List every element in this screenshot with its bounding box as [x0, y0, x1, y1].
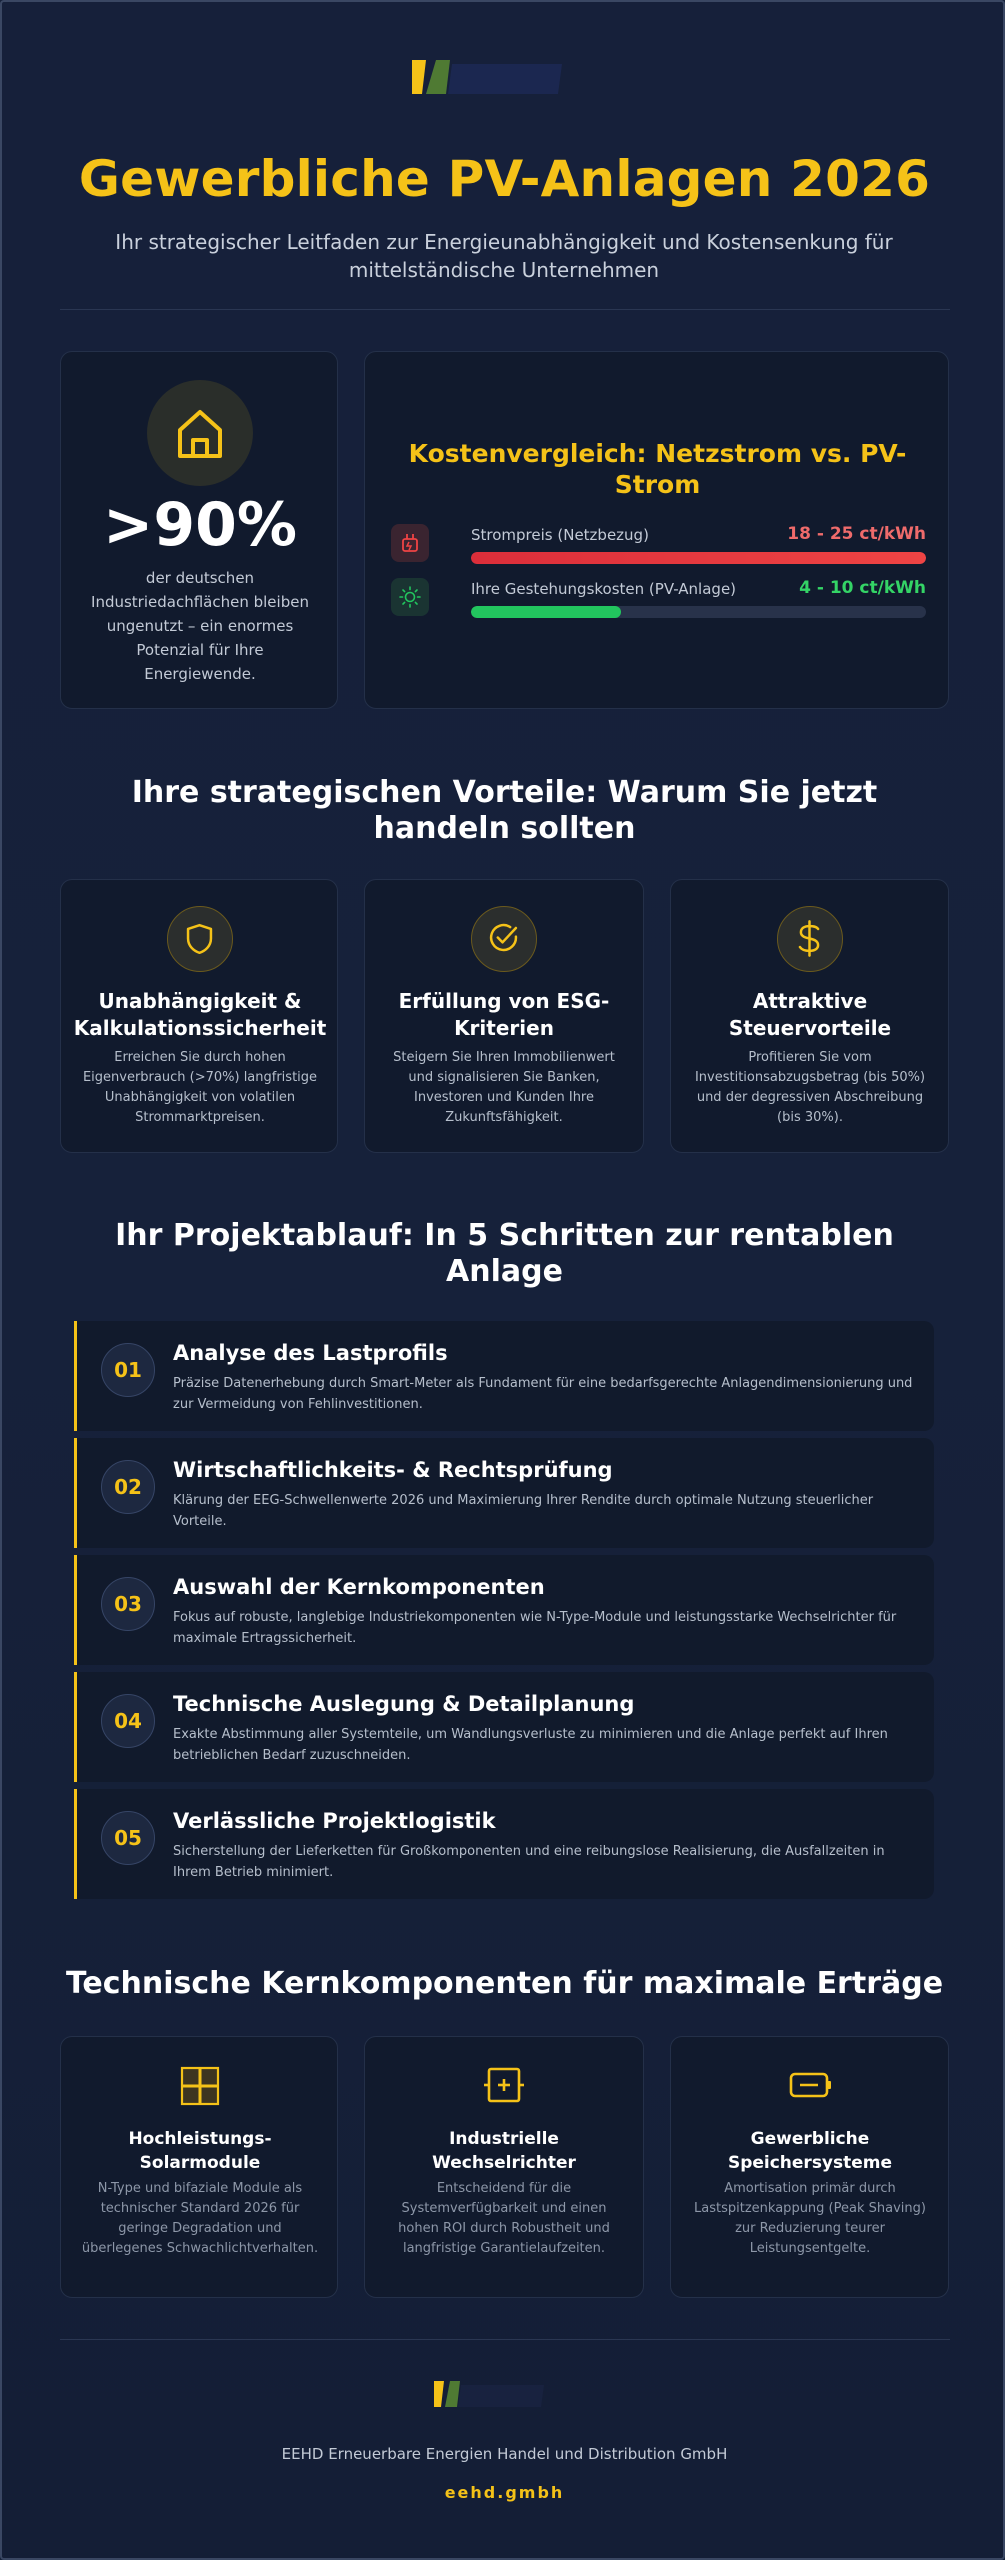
inverter-icon	[479, 2063, 529, 2113]
components-title: Technische Kernkomponenten für maximale Erträge	[65, 1966, 944, 2001]
page-subtitle: Ihr strategischer Leitfaden zur Energieunabhängigkeit und Kostensenkung für mittelständische Unternehmen	[115, 230, 893, 282]
process-step	[74, 1789, 934, 1899]
step-number: 01	[101, 1343, 155, 1397]
component-description: Entscheidend für die Systemverfügbarkeit und einen hohen ROI durch Robustheit und langfristige Garantielaufzeiten.	[398, 2181, 610, 2256]
advantages-title: Ihre strategischen Vorteile: Warum Sie jetzt handeln sollten	[131, 775, 878, 846]
component-card	[364, 2036, 644, 2298]
component-title: Hochleistungs-Solarmodule	[128, 2129, 272, 2173]
advantage-card	[60, 879, 338, 1153]
component-card	[60, 2036, 338, 2298]
process-title: Ihr Projektablauf: In 5 Schritten zur rentablen Anlage	[115, 1218, 894, 1289]
sun-icon	[391, 578, 429, 616]
cost-bar-fill	[471, 552, 926, 564]
process-step	[74, 1321, 934, 1431]
component-card	[670, 2036, 949, 2298]
cost-bar-track	[471, 606, 926, 618]
cost-comparison-title: Kostenvergleich: Netzstrom vs. PV-Strom	[408, 439, 907, 499]
component-description: N-Type und bifaziale Module als technischer Standard 2026 für geringe Degradation und überlegenes Schwachlichtverhalten.	[81, 2181, 319, 2256]
cost-value: 18 - 25 ct/kWh	[787, 524, 926, 544]
advantage-title: Erfüllung von ESG-Kriterien	[398, 989, 610, 1040]
page-title: Gewerbliche PV-Anlagen 2026	[78, 150, 931, 208]
stat-icon-circle	[147, 380, 253, 486]
step-title: Technische Auslegung & Detailplanung	[173, 1692, 635, 1716]
solar-panel-icon	[175, 2063, 225, 2113]
step-description: Fokus auf robuste, langlebige Industriekomponenten wie N-Type-Module und leistungsstarke Wechselrichter für maximale Ertragssicherheit.	[173, 1610, 897, 1646]
step-description: Sicherstellung der Lieferketten für Großkomponenten und eine reibungslose Realisierung, die Ausfallzeiten in Ihrem Betrieb minimiert.	[173, 1844, 885, 1880]
footer-divider	[60, 2339, 950, 2340]
cost-bar-fill	[471, 606, 621, 618]
company-logo	[412, 54, 602, 114]
step-description: Präzise Datenerhebung durch Smart-Meter als Fundament für eine bedarfsgerechte Anlagendimensionierung und zur Vermeidung von Fehlinvestitionen.	[173, 1376, 913, 1412]
cost-value: 4 - 10 ct/kWh	[799, 578, 926, 598]
advantage-description: Erreichen Sie durch hohen Eigenverbrauch (>70%) langfristige Unabhängigkeit von volatilen Strommarktpreisen.	[82, 1050, 318, 1125]
advantage-card	[364, 879, 644, 1153]
footer-logo	[434, 2379, 574, 2413]
step-description: Exakte Abstimmung aller Systemteile, um Wandlungsverluste zu minimieren und die Anlage perfekt auf Ihren betrieblichen Bedarf zuzuschneiden.	[173, 1727, 888, 1763]
stat-description: der deutschen Industriedachflächen bleiben ungenutzt – ein enormes Potenzial für Ihre Energiewende.	[91, 569, 309, 683]
process-step	[74, 1672, 934, 1782]
footer-company: EEHD Erneuerbare Energien Handel und Distribution GmbH	[281, 2445, 728, 2463]
power-plug-icon	[391, 524, 429, 562]
step-number: 05	[101, 1811, 155, 1865]
step-number: 04	[101, 1694, 155, 1748]
cost-row-pv	[391, 578, 926, 622]
advantage-title: Attraktive Steuervorteile	[728, 989, 892, 1040]
shield-icon	[167, 906, 233, 972]
step-title: Analyse des Lastprofils	[173, 1341, 448, 1365]
advantage-title: Unabhängigkeit & Kalkulationssicherheit	[73, 989, 327, 1040]
stat-card	[60, 351, 338, 709]
header-divider	[60, 309, 950, 310]
process-step	[74, 1438, 934, 1548]
component-title: Gewerbliche Speichersysteme	[727, 2129, 893, 2173]
step-title: Verlässliche Projektlogistik	[173, 1809, 496, 1833]
process-step	[74, 1555, 934, 1665]
step-description: Klärung der EEG-Schwellenwerte 2026 und Maximierung Ihrer Rendite durch optimale Nutzung steuerlicher Vorteile.	[173, 1493, 874, 1529]
component-title: Industrielle Wechselrichter	[432, 2129, 576, 2173]
component-description: Amortisation primär durch Lastspitzenkappung (Peak Shaving) zur Reduzierung teurer Leistungsentgelte.	[694, 2181, 926, 2256]
step-title: Wirtschaftlichkeits- & Rechtsprüfung	[173, 1458, 613, 1482]
cost-bar-track	[471, 552, 926, 564]
dollar-icon	[777, 906, 843, 972]
cost-label: Ihre Gestehungskosten (PV-Anlage)	[471, 580, 737, 598]
cost-label: Strompreis (Netzbezug)	[471, 526, 649, 544]
advantage-description: Steigern Sie Ihren Immobilienwert und signalisieren Sie Banken, Investoren und Kunden Ihre Zukunftsfähigkeit.	[393, 1050, 615, 1125]
stat-value: >90%	[103, 490, 297, 560]
home-icon	[147, 380, 253, 486]
step-title: Auswahl der Kernkomponenten	[173, 1575, 545, 1599]
cost-row-grid	[391, 524, 926, 568]
advantage-card	[670, 879, 949, 1153]
step-number: 03	[101, 1577, 155, 1631]
cost-comparison-card	[364, 351, 949, 709]
check-circle-icon	[471, 906, 537, 972]
footer-website-link[interactable]: eehd.gmbh	[444, 2483, 565, 2502]
advantage-description: Profitieren Sie vom Investitionsabzugsbetrag (bis 50%) und der degressiven Abschreibung (bis 30%).	[694, 1050, 926, 1125]
battery-icon	[785, 2063, 835, 2113]
step-number: 02	[101, 1460, 155, 1514]
